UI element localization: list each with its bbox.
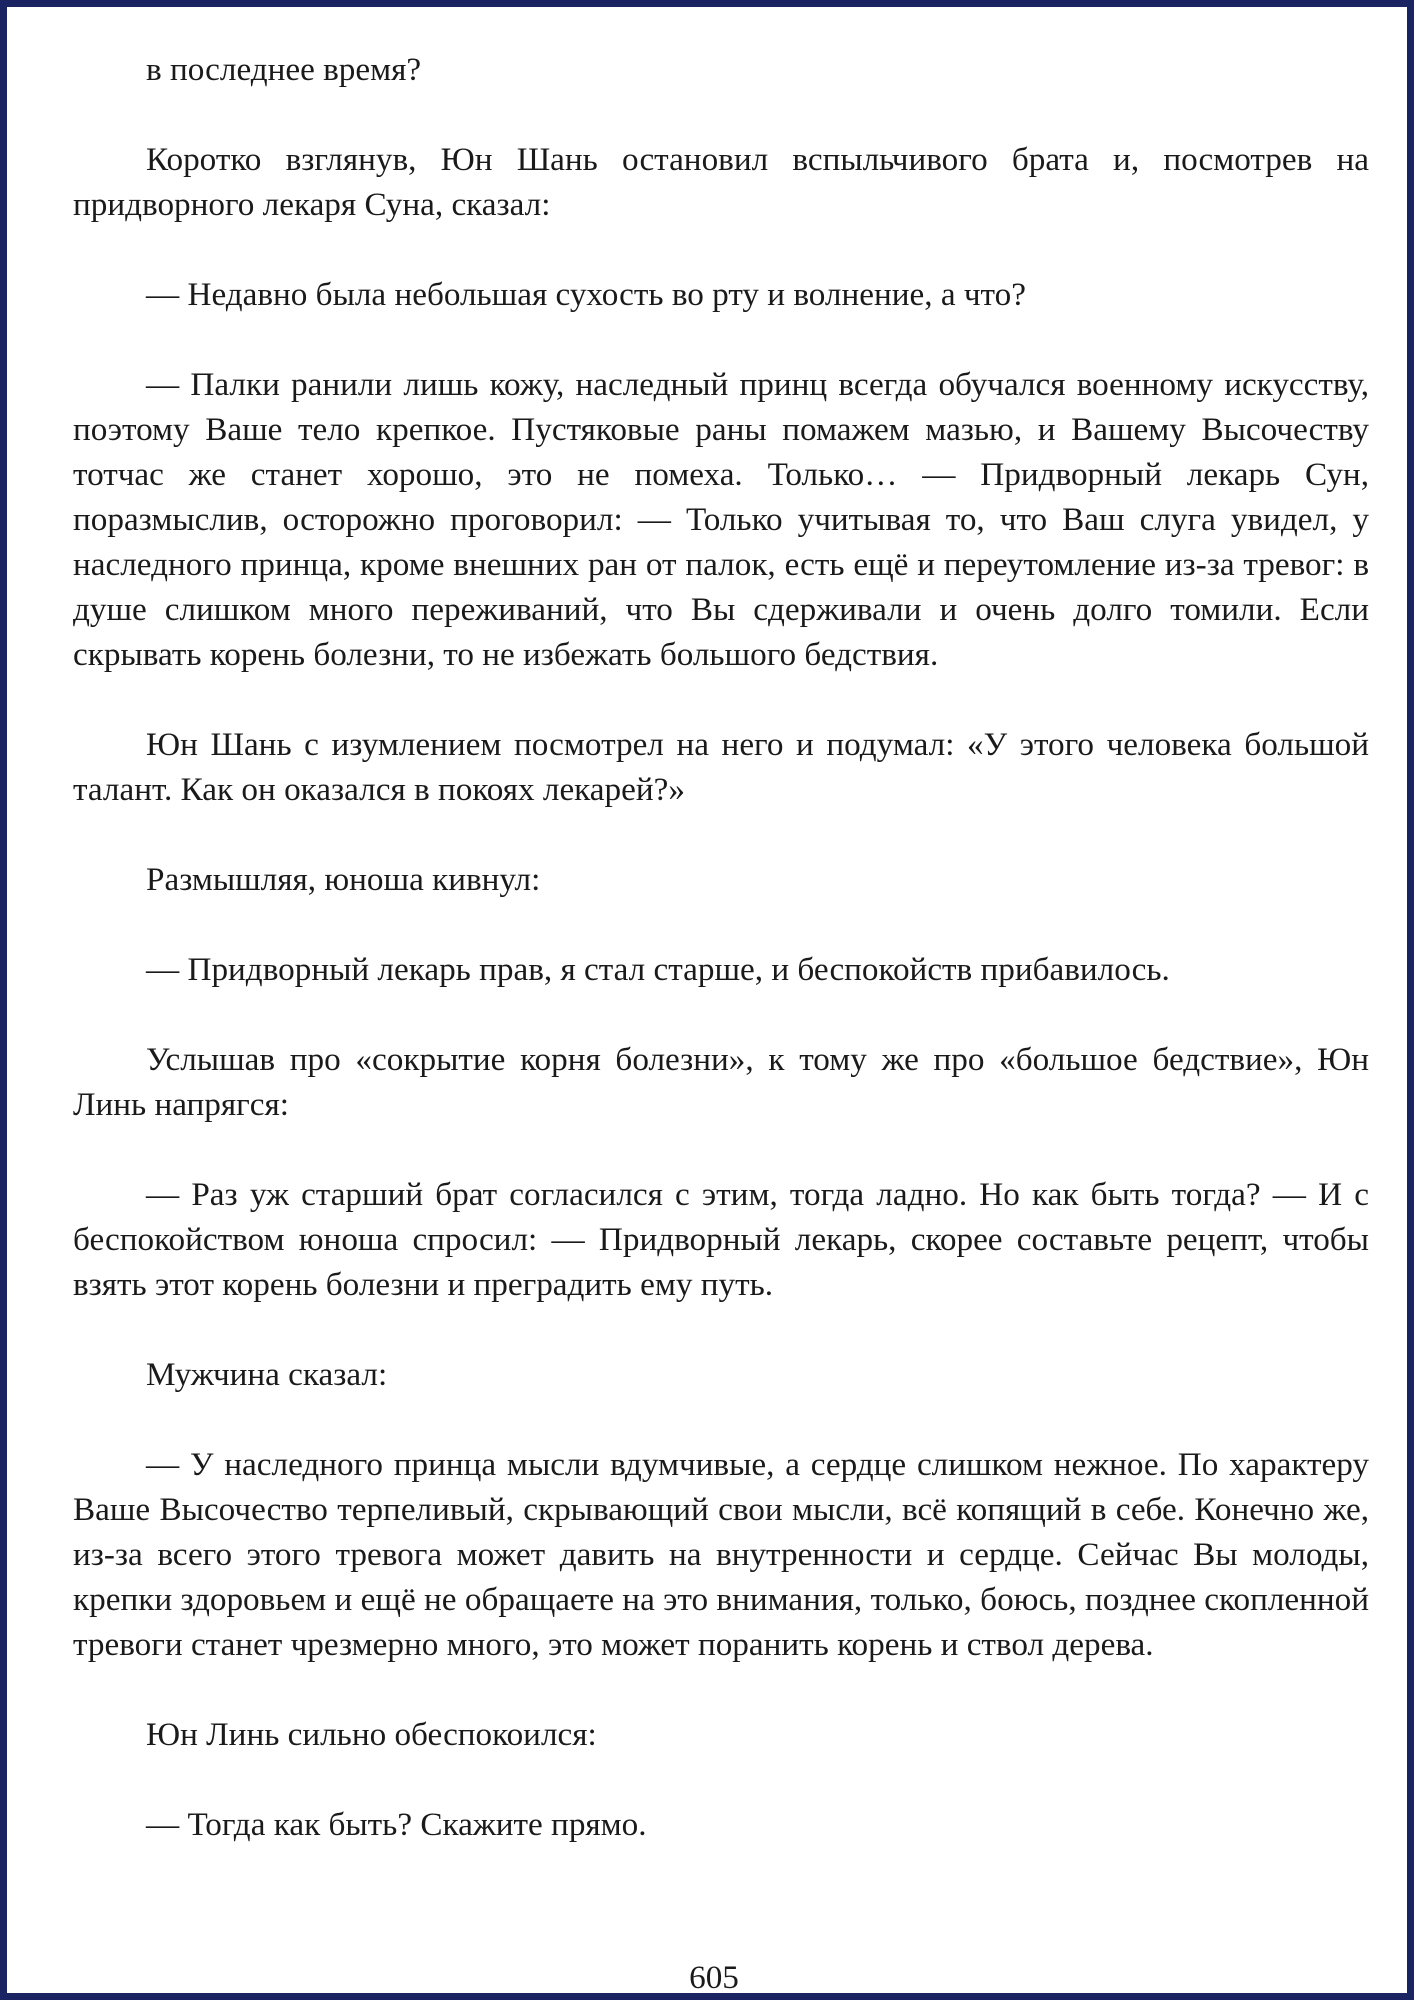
paragraph: в последнее время?	[146, 51, 422, 88]
paragraph: Юн Линь сильно обеспокоился:	[146, 1716, 597, 1753]
paragraph: — Придворный лекарь прав, я стал старше, и беспокойств прибавилось.	[146, 951, 1170, 988]
paragraph: — Раз уж старший брат согласился с этим, тогда ладно. Но как быть тогда? — И с беспокойством юноша спросил: — Придворный лекарь, скорее составьте рецепт, чтобы взять этот корень болезни и преградить ему путь.	[73, 1176, 1369, 1303]
page-number: 605	[689, 1959, 739, 1996]
paragraph: — У наследного принца мысли вдумчивые, а сердце слишком нежное. По характеру Ваше Высочество терпеливый, скрывающий свои мысли, всё копящий в себе. Конечно же, из-за всего этого тревога может давить на внутренности и сердце. Сейчас Вы молоды, крепки здоровьем и ещё не обращаете на это внимания, только, боюсь, позднее скопленной тревоги станет чрезмерно много, это может поранить корень и ствол дерева.	[73, 1446, 1369, 1663]
paragraph: Коротко взглянув, Юн Шань остановил вспыльчивого брата и, посмотрев на придворного лекаря Суна, сказал:	[73, 141, 1369, 223]
paragraph: Юн Шань с изумлением посмотрел на него и подумал: «У этого человека большой талант. Как он оказался в покоях лекарей?»	[73, 726, 1369, 808]
paragraph: — Тогда как быть? Скажите прямо.	[146, 1806, 647, 1843]
paragraph: — Палки ранили лишь кожу, наследный принц всегда обучался военному искусству, поэтому Ваше тело крепкое. Пустяковые раны помажем мазью, и Вашему Высочеству тотчас же станет хорошо, это не помеха. Только… — Придворный лекарь Сун, поразмыслив, осторожно проговорил: — Только учитывая то, что Ваш слуга увидел, у наследного принца, кроме внешних ран от палок, есть ещё и переутомление из-за тревог: в душе слишком много переживаний, что Вы сдерживали и очень долго томили. Если скрывать корень болезни, то не избежать большого бедствия.	[73, 366, 1369, 673]
paragraph: Размышляя, юноша кивнул:	[146, 861, 541, 898]
paragraph: Мужчина сказал:	[146, 1356, 388, 1393]
paragraph: Услышав про «сокрытие корня болезни», к тому же про «большое бедствие», Юн Линь напрягся:	[73, 1041, 1369, 1123]
paragraph: — Недавно была небольшая сухость во рту и волнение, а что?	[146, 276, 1026, 313]
page-text-body	[73, 47, 1369, 1847]
